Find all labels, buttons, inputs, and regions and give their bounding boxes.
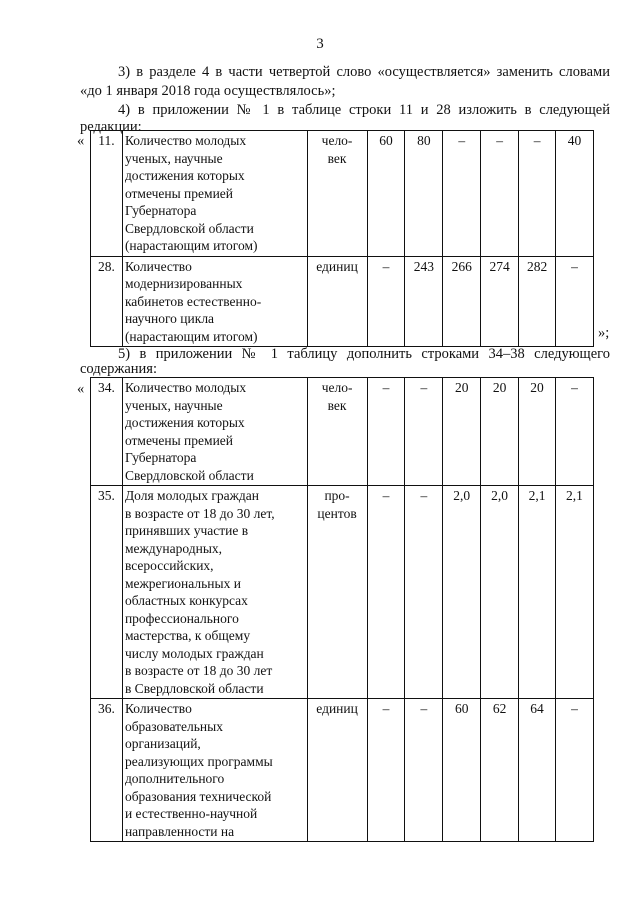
row-value: – <box>555 699 593 842</box>
row-name-line: Губернатора <box>124 450 197 465</box>
row-name-line: отмечены премией <box>124 185 234 201</box>
row-unit <box>307 699 367 842</box>
row-name-line: ученых, научные <box>124 150 223 166</box>
row-unit <box>307 378 367 486</box>
row-name-line: организаций, <box>124 736 201 751</box>
row-unit-line: век <box>327 397 347 413</box>
row-name-line: реализующих программы <box>124 753 273 769</box>
row-name <box>122 378 307 486</box>
row-number: 36. <box>91 699 123 842</box>
row-value: 80 <box>405 131 443 257</box>
page-number: 3 <box>316 36 324 52</box>
row-value: 282 <box>519 256 556 347</box>
row-value: – <box>443 131 481 257</box>
row-value: – <box>405 378 443 486</box>
row-unit-line: чело- <box>321 380 353 395</box>
row-name <box>122 131 307 257</box>
row-name-line: Губернатора <box>124 203 197 218</box>
row-name-line: всероссийских, <box>124 558 214 573</box>
row-name-line: мастерства, к общему <box>124 628 251 643</box>
row-number: 35. <box>91 486 123 699</box>
row-name-line: в возрасте от 18 до 30 лет, <box>124 505 275 521</box>
table-row <box>91 378 594 486</box>
table2-open-quote: « <box>77 381 85 397</box>
row-value: 60 <box>367 131 405 257</box>
row-value: 40 <box>556 131 594 257</box>
row-name-line: Доля молодых граждан <box>124 488 260 503</box>
row-value: 20 <box>443 378 481 486</box>
row-value: 2,0 <box>443 486 481 699</box>
row-value: – <box>405 699 443 842</box>
row-value: 2,0 <box>481 486 519 699</box>
row-name-line: областных конкурсах <box>124 593 248 608</box>
row-value: – <box>556 256 594 347</box>
row-name-line: достижения которых <box>124 168 245 183</box>
table-row <box>91 256 594 347</box>
row-name-line: Количество <box>124 701 192 716</box>
row-name-line: Свердловской области <box>124 220 254 236</box>
row-name-line: отмечены премией <box>124 432 234 448</box>
row-value: 266 <box>443 256 481 347</box>
row-number: 34. <box>91 378 123 486</box>
row-value: 64 <box>519 699 556 842</box>
row-value: – <box>481 131 519 257</box>
row-value: 60 <box>443 699 481 842</box>
table-row <box>91 486 594 699</box>
row-unit-line: центов <box>317 505 357 521</box>
row-unit-line: единиц <box>316 258 358 274</box>
paragraph-5-line-1: 5) в приложении № 1 таблицу дополнить строками 34–38 следующего <box>118 346 610 362</box>
row-number: 11. <box>91 131 123 257</box>
row-name <box>122 256 307 347</box>
row-name-line: Количество <box>124 258 192 274</box>
paragraph-5-line-2: содержания: <box>80 361 158 377</box>
row-name-line: кабинетов естественно- <box>124 293 262 309</box>
row-name-line: в Свердловской области <box>124 680 264 696</box>
row-unit-line: про- <box>324 488 350 503</box>
row-name-line: числу молодых граждан <box>124 645 264 661</box>
row-name-line: Количество молодых <box>124 133 247 148</box>
row-name-line: ученых, научные <box>124 397 223 413</box>
row-value: 274 <box>481 256 519 347</box>
table1-open-quote: « <box>77 133 85 149</box>
row-name-line: международных, <box>124 540 223 556</box>
row-name-line: достижения которых <box>124 415 245 430</box>
row-name-line: образовательных <box>124 718 223 734</box>
row-value: – <box>519 131 556 257</box>
row-value: – <box>405 486 443 699</box>
row-unit <box>307 486 367 699</box>
table1-close-quote: »; <box>598 325 610 341</box>
row-name <box>122 486 307 699</box>
row-name-line: и естественно-научной <box>124 806 258 821</box>
row-name-line: принявших участие в <box>124 523 249 538</box>
row-name-line: дополнительного <box>124 771 225 786</box>
table-row <box>91 699 594 842</box>
paragraph-4-line-2: редакции: <box>80 119 142 135</box>
row-name-line: Количество молодых <box>124 380 247 395</box>
row-name <box>122 699 307 842</box>
row-unit <box>307 256 367 347</box>
row-value: 2,1 <box>519 486 556 699</box>
table-rows-34-36 <box>90 377 594 842</box>
row-value: – <box>367 486 405 699</box>
row-name-line: Свердловской области <box>124 467 254 483</box>
row-name-line: (нарастающим итогом) <box>124 238 258 253</box>
row-unit <box>307 131 367 257</box>
row-value: 20 <box>519 378 556 486</box>
paragraph-3-line-1: 3) в разделе 4 в части четвертой слово «осуществляется» заменить словами <box>118 64 610 80</box>
row-name-line: модернизированных <box>124 276 243 291</box>
row-value: 243 <box>405 256 443 347</box>
row-value: – <box>367 699 405 842</box>
row-name-line: образования технической <box>124 788 272 804</box>
row-value: 20 <box>481 378 519 486</box>
row-number: 28. <box>91 256 123 347</box>
row-name-line: (нарастающим итогом) <box>124 328 258 344</box>
row-unit-line: век <box>327 150 347 166</box>
row-name-line: научного цикла <box>124 311 215 326</box>
row-value: – <box>555 378 593 486</box>
row-unit-line: чело- <box>321 133 353 148</box>
row-value: 62 <box>481 699 519 842</box>
row-name-line: в возрасте от 18 до 30 лет <box>124 663 273 678</box>
row-value: – <box>367 378 405 486</box>
table-rows-11-28 <box>90 130 594 347</box>
paragraph-3-line-2: «до 1 января 2018 года осуществлялось»; <box>80 83 336 99</box>
row-name-line: профессионального <box>124 610 239 626</box>
row-unit-line: единиц <box>316 701 358 716</box>
row-value: 2,1 <box>555 486 593 699</box>
row-name-line: межрегиональных и <box>124 575 241 591</box>
row-name-line: направленности на <box>124 823 235 839</box>
paragraph-4-line-1: 4) в приложении № 1 в таблице строки 11 и 28 изложить в следующей <box>118 102 610 118</box>
table-row <box>91 131 594 257</box>
row-value: – <box>367 256 405 347</box>
